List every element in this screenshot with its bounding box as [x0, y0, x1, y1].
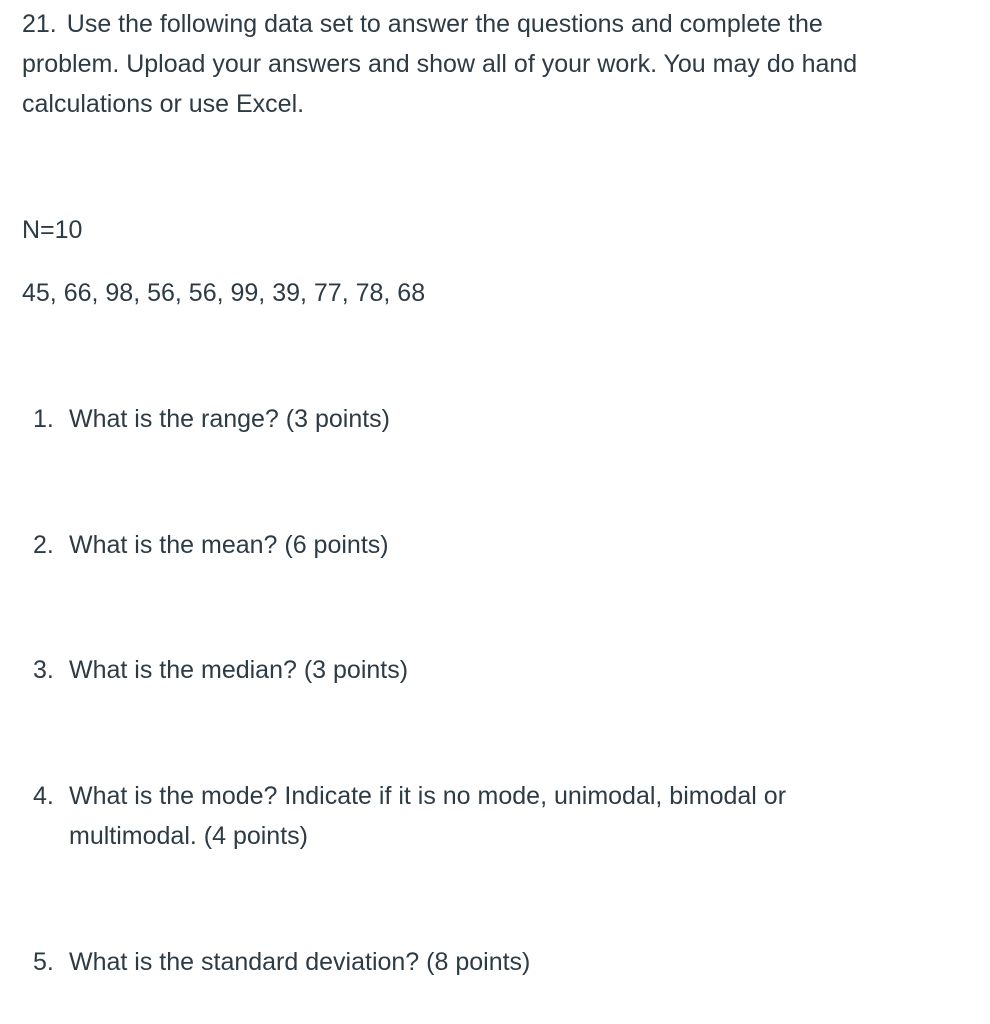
- subquestion-number: 3.: [33, 656, 54, 684]
- subquestion-text: What is the mode? Indicate if it is no mode, unimodal, bimodal or multimodal. (4 points): [69, 782, 787, 850]
- subquestion-3: [0, 650, 880, 690]
- data-set: 45, 66, 98, 56, 56, 99, 39, 77, 78, 68: [22, 279, 426, 307]
- sample-size: N=10: [22, 216, 83, 244]
- question-number: 21.: [22, 10, 57, 38]
- subquestion-text: What is the range? (3 points): [69, 405, 390, 433]
- subquestion-1: [0, 399, 880, 439]
- subquestion-2: [0, 525, 880, 565]
- subquestion-4: [0, 776, 880, 856]
- subquestion-text: What is the mean? (6 points): [69, 531, 389, 559]
- subquestion-text: What is the median? (3 points): [69, 656, 409, 684]
- question-prompt: [22, 4, 922, 124]
- subquestion-number: 5.: [33, 948, 54, 976]
- subquestion-number: 2.: [33, 531, 54, 559]
- subquestion-text: What is the standard deviation? (8 points): [69, 948, 531, 976]
- subquestion-number: 1.: [33, 405, 54, 433]
- subquestion-5: [0, 942, 880, 982]
- question-text: Use the following data set to answer the questions and complete the problem. Upload your answers and show all of your work. You may do hand calculations or use Excel.: [22, 10, 858, 118]
- subquestion-number: 4.: [33, 782, 54, 810]
